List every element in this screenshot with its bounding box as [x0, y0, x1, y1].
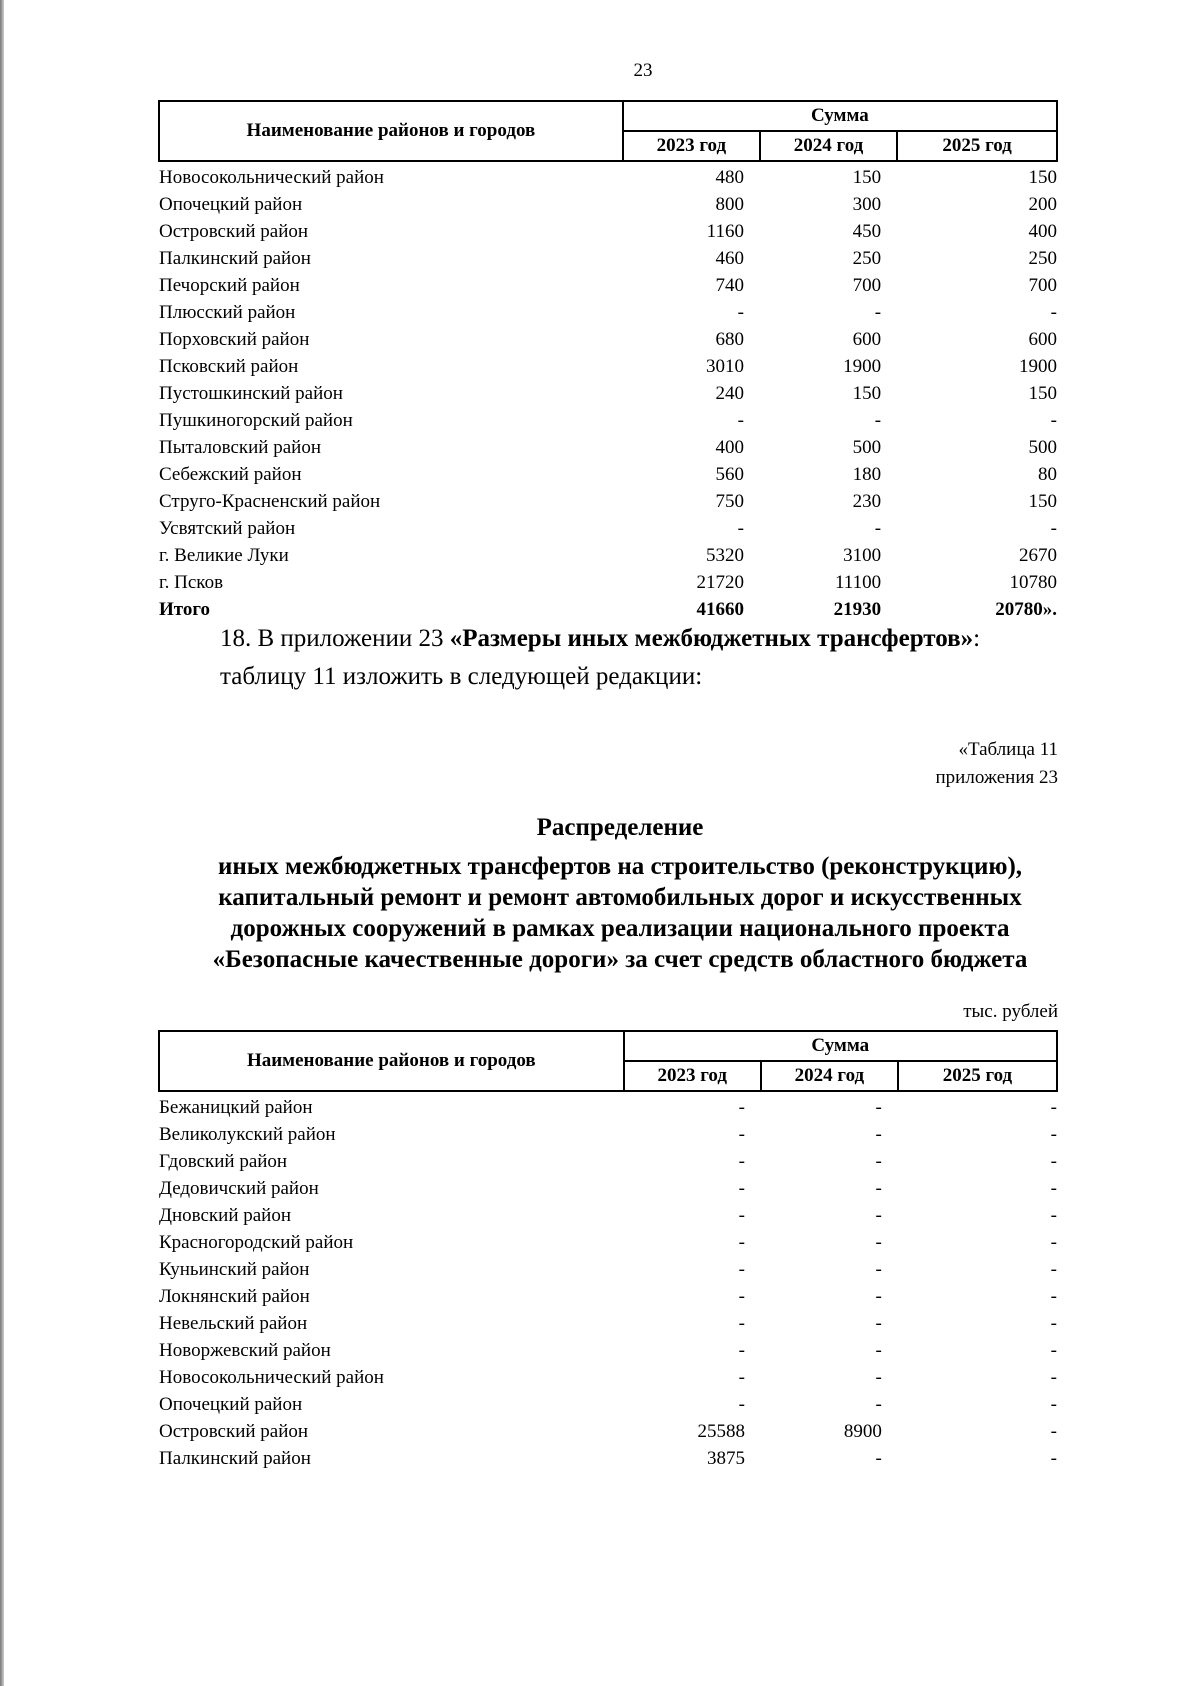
table-row: [159, 1254, 1057, 1281]
value-cell: -: [875, 1124, 882, 1145]
table-row: [159, 405, 1057, 432]
value-cell: -: [875, 1259, 882, 1280]
table-row: [159, 1227, 1057, 1254]
value-cell: -: [1050, 1313, 1057, 1334]
table-row: [159, 540, 1057, 567]
table-row: [159, 1443, 1057, 1470]
scan-edge: [0, 0, 4, 1686]
value-cell: 11100: [835, 572, 882, 593]
row-name: Новосокольнический район: [159, 167, 384, 188]
value-cell: 400: [715, 437, 744, 458]
value-cell: 10780: [1009, 572, 1057, 593]
value-cell: -: [1050, 1286, 1057, 1307]
value-cell: 750: [715, 491, 744, 512]
row-name: Опочецкий район: [159, 1394, 303, 1415]
table-row: [159, 1308, 1057, 1335]
value-cell: 21930: [833, 599, 882, 620]
table-row: [159, 513, 1057, 540]
table-1: [158, 100, 1058, 621]
value-cell: -: [875, 1394, 882, 1415]
row-name: Островский район: [159, 221, 309, 242]
value-cell: 680: [715, 329, 744, 350]
row-name: Пушкиногорский район: [159, 410, 353, 431]
table-row: [159, 216, 1057, 243]
value-cell: -: [1050, 518, 1057, 539]
value-cell: 5320: [705, 545, 744, 566]
value-cell: -: [737, 518, 744, 539]
value-cell: 180: [852, 464, 882, 485]
value-cell: 150: [852, 383, 882, 404]
table-row: [159, 1091, 1057, 1119]
row-name: Палкинский район: [159, 248, 311, 269]
value-cell: 150: [1028, 167, 1057, 188]
value-cell: -: [874, 302, 882, 323]
value-cell: 230: [852, 491, 882, 512]
row-name: Дедовичский район: [159, 1178, 319, 1199]
value-cell: 600: [1028, 329, 1057, 350]
value-cell: -: [737, 410, 744, 431]
value-cell: 740: [715, 275, 744, 296]
value-cell: -: [738, 1205, 745, 1226]
table-row: [159, 189, 1057, 216]
value-cell: -: [1050, 1232, 1057, 1253]
value-cell: 8900: [843, 1421, 882, 1442]
value-cell: 3010: [705, 356, 744, 377]
value-cell: 700: [852, 275, 882, 296]
value-cell: 450: [852, 221, 882, 242]
para-text: 18. В приложении 23: [220, 625, 450, 652]
value-cell: 240: [715, 383, 744, 404]
table-row: [159, 1146, 1057, 1173]
value-cell: -: [875, 1448, 882, 1469]
page-number: 23: [633, 60, 653, 81]
value-cell: 800: [715, 194, 744, 215]
value-cell: 460: [715, 248, 744, 269]
value-cell: 150: [852, 167, 882, 188]
header-year: 2023 год: [623, 131, 760, 161]
row-name: Красногородский район: [159, 1232, 354, 1253]
value-cell: -: [738, 1178, 745, 1199]
table-row: [159, 1173, 1057, 1200]
value-cell: -: [1050, 410, 1057, 431]
table-title: [150, 812, 1090, 975]
title-line: «Безопасные качественные дороги» за счет средств областного бюджета: [212, 946, 1028, 973]
row-name: Пустошкинский район: [159, 383, 343, 404]
value-cell: 20780».: [995, 599, 1057, 620]
value-cell: 600: [852, 329, 882, 350]
table-row: [159, 297, 1057, 324]
row-name: Локнянский район: [159, 1286, 310, 1307]
value-cell: 500: [1028, 437, 1057, 458]
table-row: [159, 486, 1057, 513]
row-name: Усвятский район: [159, 518, 296, 539]
value-cell: -: [1050, 1448, 1057, 1469]
value-cell: -: [1050, 1097, 1057, 1118]
header-year: 2025 год: [897, 131, 1057, 161]
header-year: 2023 год: [624, 1061, 761, 1091]
table-row: [159, 378, 1057, 405]
value-cell: 2670: [1019, 545, 1057, 566]
value-cell: 300: [852, 194, 882, 215]
value-cell: -: [875, 1097, 882, 1118]
value-cell: 560: [715, 464, 744, 485]
row-name: Островский район: [159, 1421, 309, 1442]
table-row: [159, 1281, 1057, 1308]
row-name: Порховский район: [159, 329, 310, 350]
value-cell: -: [738, 1097, 745, 1118]
value-cell: -: [1050, 1367, 1057, 1388]
row-name: Струго-Красненский район: [159, 491, 381, 512]
row-name: Опочецкий район: [159, 194, 303, 215]
value-cell: -: [738, 1340, 745, 1361]
value-cell: 400: [1028, 221, 1057, 242]
value-cell: -: [738, 1124, 745, 1145]
row-name: Новосокольнический район: [159, 1367, 384, 1388]
table-row: [159, 1335, 1057, 1362]
value-cell: 3875: [706, 1448, 745, 1469]
value-cell: -: [1050, 1421, 1057, 1442]
row-name: Невельский район: [159, 1313, 308, 1334]
table-row: [159, 567, 1057, 594]
value-cell: -: [875, 1313, 882, 1334]
table-row: [159, 432, 1057, 459]
value-cell: -: [738, 1232, 745, 1253]
row-name: Итого: [159, 599, 211, 620]
value-cell: -: [875, 1367, 882, 1388]
value-cell: -: [875, 1205, 882, 1226]
value-cell: -: [1050, 1205, 1057, 1226]
value-cell: -: [737, 302, 744, 323]
value-cell: 150: [1028, 383, 1057, 404]
row-name: г. Великие Луки: [159, 545, 289, 566]
value-cell: -: [874, 518, 882, 539]
row-name: Печорский район: [159, 275, 300, 296]
para-bold: «Размеры иных межбюджетных трансфертов»: [449, 625, 974, 652]
value-cell: -: [738, 1259, 745, 1280]
row-name: Дновский район: [159, 1205, 292, 1226]
value-cell: 480: [715, 167, 744, 188]
title-line: дорожных сооружений в рамках реализации национального проекта: [230, 915, 1010, 942]
row-name: Плюсский район: [159, 302, 296, 323]
value-cell: 250: [1028, 248, 1057, 269]
value-cell: 3100: [843, 545, 882, 566]
value-cell: 80: [1038, 464, 1057, 485]
value-cell: 150: [1028, 491, 1057, 512]
title-line: Распределение: [536, 814, 704, 841]
header-name: Наименование районов и городов: [159, 101, 623, 161]
table-row: [159, 324, 1057, 351]
value-cell: -: [1050, 1178, 1057, 1199]
value-cell: -: [738, 1151, 745, 1172]
row-name: Великолукский район: [159, 1124, 336, 1145]
value-cell: -: [875, 1232, 882, 1253]
header-name: Наименование районов и городов: [159, 1031, 624, 1091]
value-cell: -: [738, 1286, 745, 1307]
table-row: [159, 351, 1057, 378]
value-cell: 700: [1028, 275, 1057, 296]
table-reference: [936, 736, 1058, 792]
header-sum: Сумма: [624, 1031, 1057, 1061]
table-row: [159, 161, 1057, 189]
value-cell: 200: [1028, 194, 1057, 215]
header-sum: Сумма: [623, 101, 1057, 131]
value-cell: -: [738, 1394, 745, 1415]
value-cell: -: [1050, 1259, 1057, 1280]
value-cell: -: [875, 1178, 882, 1199]
row-name: Себежский район: [159, 464, 302, 485]
value-cell: 1160: [706, 221, 744, 242]
value-cell: -: [1050, 1340, 1057, 1361]
value-cell: -: [875, 1286, 882, 1307]
row-name: Куньинский район: [159, 1259, 310, 1280]
value-cell: -: [1050, 1394, 1057, 1415]
header-year: 2024 год: [760, 131, 897, 161]
para-text: :: [973, 625, 981, 652]
value-cell: 1900: [1019, 356, 1057, 377]
table-row: [159, 270, 1057, 297]
table-row: [159, 1416, 1057, 1443]
table-ref-line: «Таблица 11: [958, 739, 1058, 760]
row-name: Пыталовский район: [159, 437, 321, 458]
row-name: Бежаницкий район: [159, 1097, 313, 1118]
row-name: Палкинский район: [159, 1448, 311, 1469]
value-cell: 500: [852, 437, 882, 458]
table-row: [159, 243, 1057, 270]
table-row: [159, 1362, 1057, 1389]
value-cell: -: [875, 1151, 882, 1172]
row-name: Новоржевский район: [159, 1340, 331, 1361]
header-year: 2024 год: [761, 1061, 898, 1091]
amendment-paragraph: [220, 620, 980, 696]
value-cell: -: [875, 1340, 882, 1361]
value-cell: 21720: [696, 572, 744, 593]
row-name: Гдовский район: [159, 1151, 288, 1172]
value-cell: 25588: [697, 1421, 745, 1442]
table-row: [159, 1200, 1057, 1227]
header-year: 2025 год: [898, 1061, 1057, 1091]
value-cell: -: [874, 410, 882, 431]
table-2: [158, 1030, 1058, 1470]
value-cell: 41660: [696, 599, 744, 620]
value-cell: -: [738, 1367, 745, 1388]
units-label: тыс. рублей: [963, 1001, 1058, 1022]
value-cell: -: [1050, 1151, 1057, 1172]
title-line: капитальный ремонт и ремонт автомобильных дорог и искусственных: [218, 884, 1022, 911]
value-cell: -: [1050, 302, 1057, 323]
table-ref-line: приложения 23: [935, 767, 1058, 788]
value-cell: 250: [852, 248, 882, 269]
para-text: таблицу 11 изложить в следующей редакции:: [220, 663, 703, 690]
row-name: Псковский район: [159, 356, 299, 377]
table-row: [159, 1389, 1057, 1416]
title-line: иных межбюджетных трансфертов на строительство (реконструкцию),: [217, 853, 1023, 880]
value-cell: 1900: [843, 356, 882, 377]
row-name: г. Псков: [159, 572, 224, 593]
table-row: [159, 459, 1057, 486]
value-cell: -: [738, 1313, 745, 1334]
total-row: [159, 594, 1057, 621]
table-row: [159, 1119, 1057, 1146]
value-cell: -: [1050, 1124, 1057, 1145]
